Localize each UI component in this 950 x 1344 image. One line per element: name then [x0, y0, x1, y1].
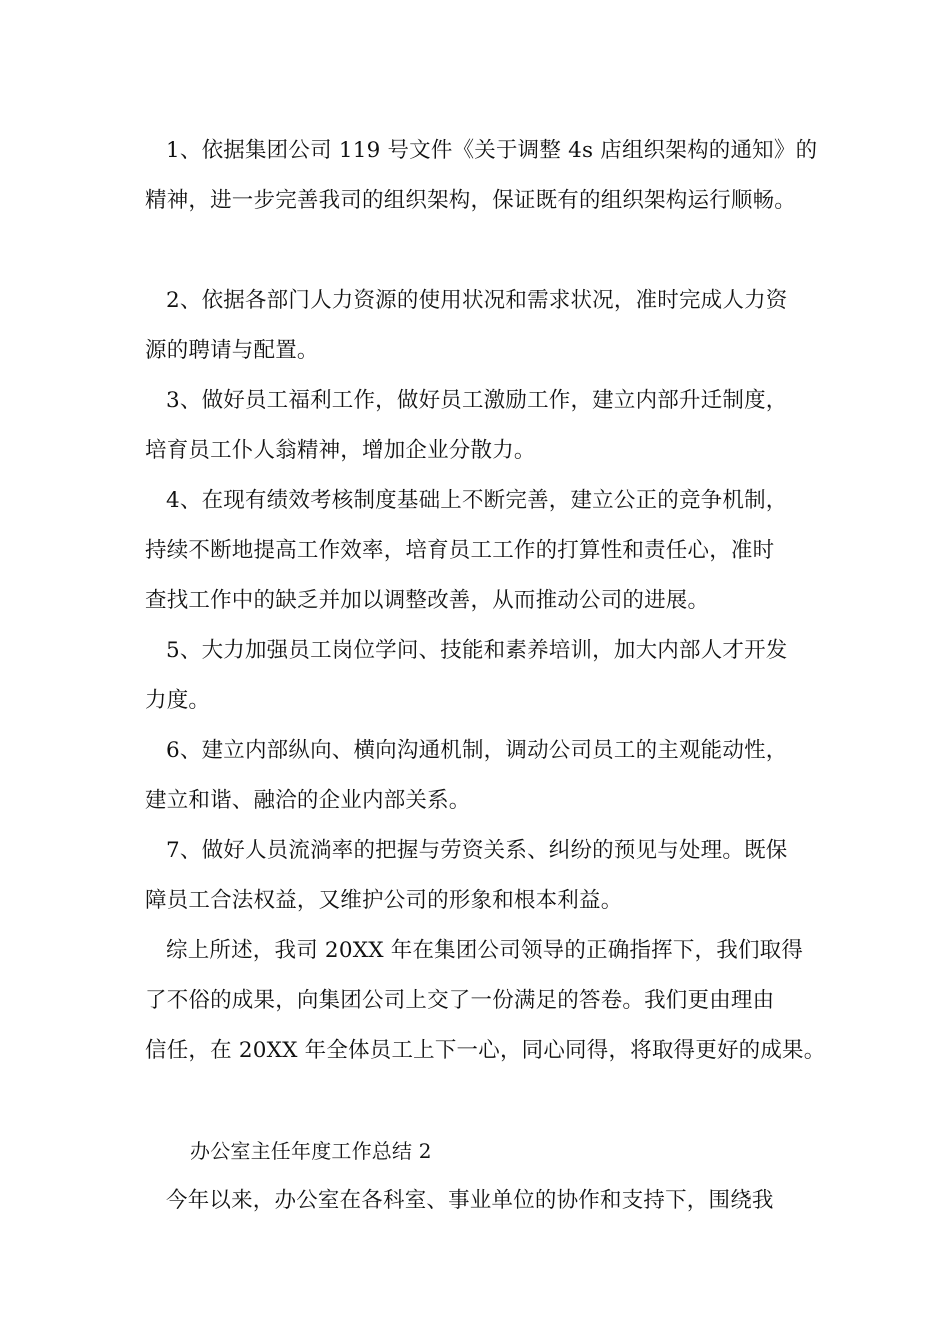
paragraph-5-line-1: 5、大力加强员工岗位学问、技能和素养培训，加大内部人才开发	[166, 638, 788, 663]
paragraph-3-line-1: 3、做好员工福利工作，做好员工激励工作，建立内部升迁制度，	[166, 388, 788, 413]
summary-line-3: 信任，在 20XX 年全体员工上下一心，同心同得，将取得更好的成果。	[145, 1038, 826, 1063]
paragraph-1-line-2: 精神，进一步完善我司的组织架构，保证既有的组织架构运行顺畅。	[145, 188, 797, 213]
paragraph-6-line-2: 建立和谐、融洽的企业内部关系。	[145, 788, 471, 813]
summary-line-1: 综上所述，我司 20XX 年在集团公司领导的正确指挥下，我们取得	[166, 938, 804, 963]
paragraph-7-line-2: 障员工合法权益，又维护公司的形象和根本利益。	[145, 888, 623, 913]
paragraph-5-line-2: 力度。	[145, 688, 211, 713]
paragraph-2-line-1: 2、依据各部门人力资源的使用状况和需求状况，准时完成人力资	[166, 288, 788, 313]
section-heading: 办公室主任年度工作总结 2	[190, 1139, 432, 1163]
paragraph-4-line-2: 持续不断地提高工作效率，培育员工工作的打算性和责任心，准时	[145, 538, 775, 563]
paragraph-6-line-1: 6、建立内部纵向、横向沟通机制，调动公司员工的主观能动性，	[166, 738, 788, 763]
paragraph-2-line-2: 源的聘请与配置。	[145, 338, 319, 363]
summary-line-2: 了不俗的成果，向集团公司上交了一份满足的答卷。我们更由理由	[145, 988, 775, 1013]
section-paragraph-line-1: 今年以来，办公室在各科室、事业单位的协作和支持下，围绕我	[166, 1188, 774, 1213]
paragraph-4-line-3: 查找工作中的缺乏并加以调整改善，从而推动公司的进展。	[145, 588, 710, 613]
paragraph-1-line-1: 1、依据集团公司 119 号文件《关于调整 4s 店组织架构的通知》的	[166, 138, 818, 163]
paragraph-4-line-1: 4、在现有绩效考核制度基础上不断完善，建立公正的竞争机制，	[166, 488, 788, 513]
paragraph-7-line-1: 7、做好人员流淌率的把握与劳资关系、纠纷的预见与处理。既保	[166, 838, 788, 863]
paragraph-3-line-2: 培育员工仆人翁精神，增加企业分散力。	[145, 438, 536, 463]
